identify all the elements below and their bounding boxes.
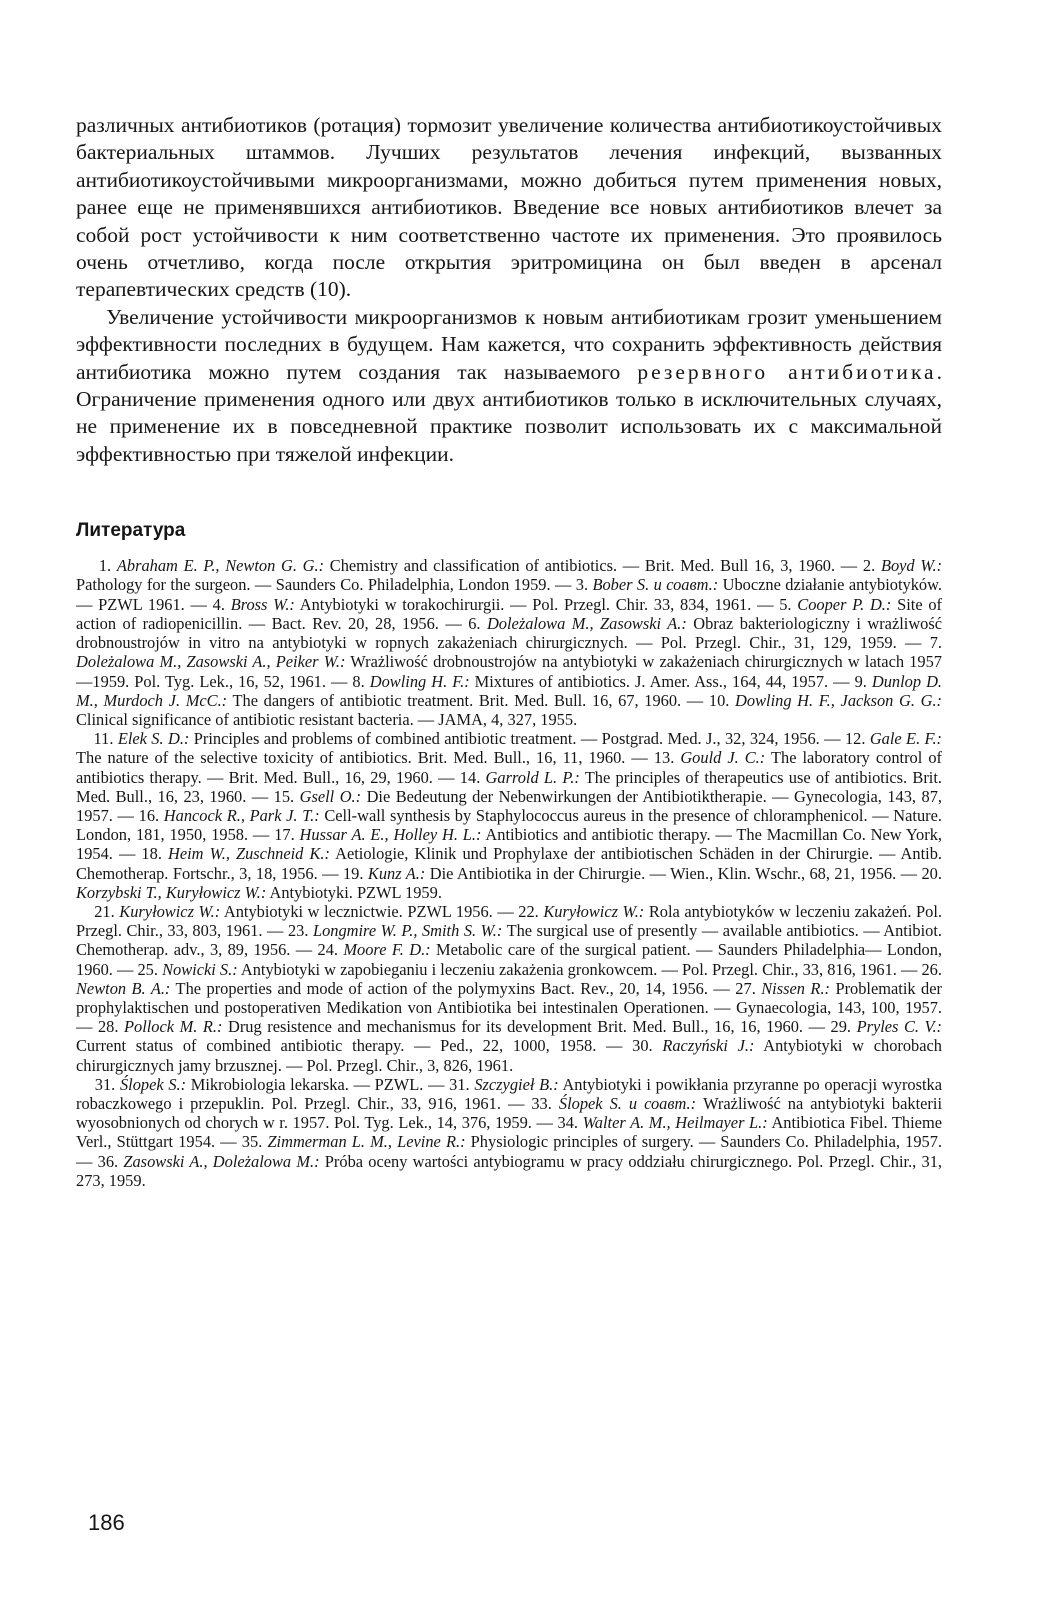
reference-number: 24. [317,940,344,960]
reference-text: Uboczne działanie antybiotyków. — PZWL 1961. — [76,575,942,614]
reference-entry [137,960,921,979]
reference-entry [76,1152,942,1190]
reference-authors: Gale E. F.: [869,729,943,749]
reference-text: Drug resistence and mechanismus for its development Brit. Med. Bull., 16, 16, 1960. — [222,1017,831,1037]
reference-number: 2. [862,556,881,576]
reference-authors: Gould J. C.: [680,748,766,768]
reference-authors: Nissen R.: [761,978,830,998]
reference-number: 10. [708,690,736,710]
reference-number: 36. [97,1151,124,1171]
reference-text: Chemistry and classification of antibiotics. — Brit. Med. Bull 16, 3, 1960. — [324,556,863,576]
reference-text: Aetiologie, Klinik und Prophylaxe der antibiotischen Schäden in der Chirurgie. — Antib. Chemotherap. Fortschr., 3, 18, 1956. — [76,844,942,883]
reference-authors: Dowling H. F., Jackson G. G.: [735,690,943,710]
reference-text: Mikrobiologia lekarska. — PZWL. — [186,1074,450,1094]
reference-text: Antibiotics and antibiotic therapy. — The Macmillan Co. New York, 1954. — [76,825,942,864]
reference-number: 28. [97,1017,124,1037]
reference-authors: Doleżalowa M., Zasowski A., Peiker W.: [76,652,346,672]
reference-number: 4. [212,594,231,614]
reference-number: 13. [653,748,681,768]
reference-authors: Kuryłowicz W.: [543,901,645,921]
reference-number: 3. [575,575,593,595]
reference-authors: Korzybski T., Kuryłowicz W.: [76,882,267,902]
reference-number: 12. [844,729,870,749]
reference-text: Obraz bakteriologiczny i wrażliwość drobnoustrojów in vitro na antybiotyki w ropnych zakażeniach chirurgicznych. — Pol. Przegl. Chir., 31, 129, 1959. — [76,613,943,653]
reference-authors: Ślopek S.: [119,1074,187,1094]
reference-text: The surgical use of presently — available antibiotics. — Antibiot. Chemotherap. adv., 3, 89, 1956. — [76,921,942,960]
reference-entry [352,672,854,691]
reference-number: 34. [557,1113,583,1133]
reference-text: Clinical significance of antibiotic resistant bacteria. — JAMA, 4, 327, 1955. [76,709,578,729]
reference-entry [94,902,518,921]
reference-text: The properties and mode of action of the polymyxins Bact. Rev., 20, 14, 1956. — [170,978,736,998]
reference-number: 31. [449,1074,475,1094]
reference-text: Mixtures of antibiotics. J. Amer. Ass., 164, 44, 1957. — [469,671,855,691]
reference-authors: Kunz A.: [367,863,426,883]
reference-text: Antybiotyki i powikłania przyranne po operacji wyrostka robaczkowego i przepuklin. Pol. Przegl. Chir., 33, 916, 1961. — [76,1074,942,1113]
reference-number: 31. [94,1074,120,1094]
reference-authors: Cooper P. D.: [797,594,892,614]
reference-authors: Doleżalowa M., Zasowski A.: [486,613,687,633]
reference-entry [213,595,780,614]
reference-authors: Longmire W. P., Smith S. W.: [312,921,503,941]
reference-text: Pathology for the surgeon. — Saunders Co. Philadelphia, London 1959. — [76,575,576,595]
reference-authors: Gsell O.: [299,786,362,806]
reference-text: Die Bedeutung der Nebenwirkungen der Antibiotiktherapie. — Gynecologia, 143, 87, 1957. — [76,786,942,825]
reference-group [76,729,942,902]
reference-authors: Abraham E. P., Newton G. G.: [116,556,325,576]
reference-entry [95,1075,449,1094]
literature-heading: Литература [76,520,186,542]
reference-number: 5. [779,594,798,614]
reference-text: Physiologic principles of surgery. — Saunders Co. Philadelphia, 1957. — [76,1132,943,1171]
reference-text: Antybiotyki w torakochirurgii. — Pol. Przegl. Chir. 33, 834, 1961. — [294,594,780,614]
reference-text: Current status of combined antibiotic therapy. — Ped., 22, 1000, 1958. — [76,1036,633,1056]
reference-text: Antibiotica Fibel. Thieme Verl., Stüttgart 1954. — [76,1113,942,1152]
reference-list [76,556,942,1190]
reference-text: Problematik der prophylaktischen und postoperativen Medikation von Antibiotika bei intestinalen Operationen. — Gynaecologia, 143, 100, 1957. — [76,978,942,1037]
reference-text: Principles and problems of combined antibiotic treatment. — Postgrad. Med. J., 32, 324, 1956. — [189,729,845,749]
reference-authors: Szczygieł B.: [474,1074,559,1094]
reference-text: Die Antibiotika in der Chirurgie. — Wien., Klin. Wschr., 68, 21, 1956. — [425,863,922,883]
reference-number: 35. [241,1132,268,1152]
reference-authors: Ślopek S. и соавт.: [558,1093,697,1113]
paragraph-2-spaced-term: резервного антибиотика [637,359,937,384]
reference-authors: Bross W.: [230,594,295,614]
reference-number: 27. [735,978,762,998]
reference-entry [98,1017,831,1036]
reference-text: The nature of the selective toxicity of antibiotics. Brit. Med. Bull., 16, 11, 1960. — [76,748,654,768]
reference-text: The principles of therapeutics use of antibiotics. Brit. Med. Bull., 16, 23, 1960. — [76,767,942,806]
reference-authors: Kuryłowicz W.: [119,901,221,921]
reference-number: 21. [94,901,120,921]
reference-number: 30. [632,1036,663,1056]
reference-group [76,556,942,729]
reference-authors: Elek S. D.: [117,729,190,749]
reference-authors: Heim W., Zuschneid K.: [168,844,330,864]
reference-authors: Newton B. A.: [76,978,171,998]
reference-number: 1. [98,556,117,576]
reference-text: Wrażliwość drobnoustrojów na antybiotyki w zakażeniach chirurgicznych w latach 1957—1959. Pol. Tyg. Lek., 16, 52, 1961. — [76,652,942,691]
reference-number: 20. [921,863,942,883]
reference-text: The dangers of antibiotic treatment. Brit. Med. Bull. 16, 67, 1960. — [227,690,709,710]
reference-authors: Dowling H. F.: [369,671,470,691]
reference-authors: Dunlop D. M., Murdoch J. McC.: [76,671,943,710]
reference-number: 19. [342,863,368,883]
reference-text: Antybiotyki w lecznictwie. PZWL 1956. — [220,901,519,921]
reference-text: Site of action of radiopenicillin. — Bact. Rev. 20, 28, 1956. — [76,594,942,633]
reference-authors: Zimmerman L. M., Levine R.: [267,1132,466,1152]
reference-text: Próba oceny wartości antybiogramu w pracy oddziału chirurgicznego. Pol. Przegl. Chir., 31, 273, 1959. [76,1151,943,1190]
reference-number: 25. [137,959,163,979]
reference-number: 6. [468,613,487,633]
page-number: 186 [88,1510,125,1535]
reference-number: 8. [352,671,370,691]
reference-number: 9. [854,671,872,691]
paragraph-2-text-end: . Ограничение применения одного или двух антибиотиков только в исключительных случаях, не применение их в повседневной практике позволит использовать их с максимальной эффективностью при тяжелой инфекции. [76,359,942,466]
reference-number: 26. [921,959,942,979]
reference-authors: Boyd W.: [880,556,943,576]
reference-text: Antybiotyki w zapobieganiu i leczeniu zakażenia gronkowcem. — Pol. Przegl. Chir., 33, 816, 1961. — [237,959,922,979]
reference-authors: Zasowski A., Doleżalowa M.: [123,1151,320,1171]
reference-number: 17. [274,825,300,845]
reference-entry [343,864,922,883]
reference-authors: Nowicki S.: [162,959,238,979]
reference-number: 7. [929,633,942,653]
reference-number: 29. [830,1017,857,1037]
reference-number: 18. [141,844,168,864]
reference-text: The laboratory control of antibiotics therapy. — Brit. Med. Bull., 16, 29, 1960. — [76,748,942,787]
reference-authors: Hussar A. E., Holley H. L.: [299,825,482,845]
reference-authors: Moore F. D.: [343,940,431,960]
page-content [76,112,942,1190]
reference-group [76,902,942,1075]
reference-entry [94,729,845,748]
reference-number: 23. [287,921,313,941]
reference-number: 15. [273,786,300,806]
reference-number: 16. [138,805,164,825]
reference-number: 22. [518,901,544,921]
reference-text: Antybiotyki. PZWL 1959. [266,882,442,902]
reference-authors: Pryles C. V.: [856,1017,943,1037]
reference-authors: Hancock R., Park J. T.: [163,805,320,825]
reference-text: Cell-wall synthesis by Staphylococcus aureus in the presence of chloramphenicol. — Nature. London, 181, 1950, 1958. — [76,805,942,845]
reference-number: 33. [531,1093,559,1113]
body-paragraph-1: различных антибиотиков (ротация) тормозит увеличение количества антибиотикоустойчивых бактериальных штаммов. Лучших результатов лечения инфекций, вызванных антибиотикоустойчивыми микроорганизмами, можно добиться путем применения новых, ранее еще не применявшихся антибиотиков. Введение все новых антибиотиков влечет за собой рост устойчивости к ним соответственно частоте их применения. Это проявилось очень отчетливо, когда после открытия эритромицина он был введен в арсенал терапевтических средств (10). [76,113,942,302]
reference-text: Metabolic care of the surgical patient. — Saunders Philadelphia— London, 1960. — [76,940,942,979]
reference-authors: Garrold L. P.: [485,767,580,787]
reference-group [76,1075,942,1190]
reference-authors: Bober S. и соавт.: [592,575,719,595]
reference-text: Antybiotyki w chorobach chirurgicznych jamy brzusznej. — Pol. Przegl. Chir., 3, 826, 1961. [76,1036,942,1075]
reference-authors: Pollock M. R.: [123,1017,223,1037]
reference-entry [99,556,863,575]
reference-number: 11. [93,729,118,749]
reference-number: 14. [459,767,486,787]
reference-authors: Walter A. M., Heilmayer L.: [582,1113,768,1133]
reference-text: Wrażliwość na antybiotyki bakterii wyosobnionych od chorych w r. 1957. Pol. Tyg. Lek., 14, 376, 1959. — [76,1093,942,1133]
reference-text: Rola antybiotyków w leczeniu zakażeń. Pol. Przegl. Chir., 33, 803, 1961. — [76,901,942,941]
paragraph-2-text-start: Увеличение устойчивости микроорганизмов к новым антибиотикам грозит уменьшением эффективности последних в будущем. Нам кажется, что сохранить эффективность действия антибиотика можно путем создания так называемого [76,304,942,384]
body-paragraph-2 [76,304,942,468]
reference-authors: Raczyński J.: [662,1036,755,1056]
